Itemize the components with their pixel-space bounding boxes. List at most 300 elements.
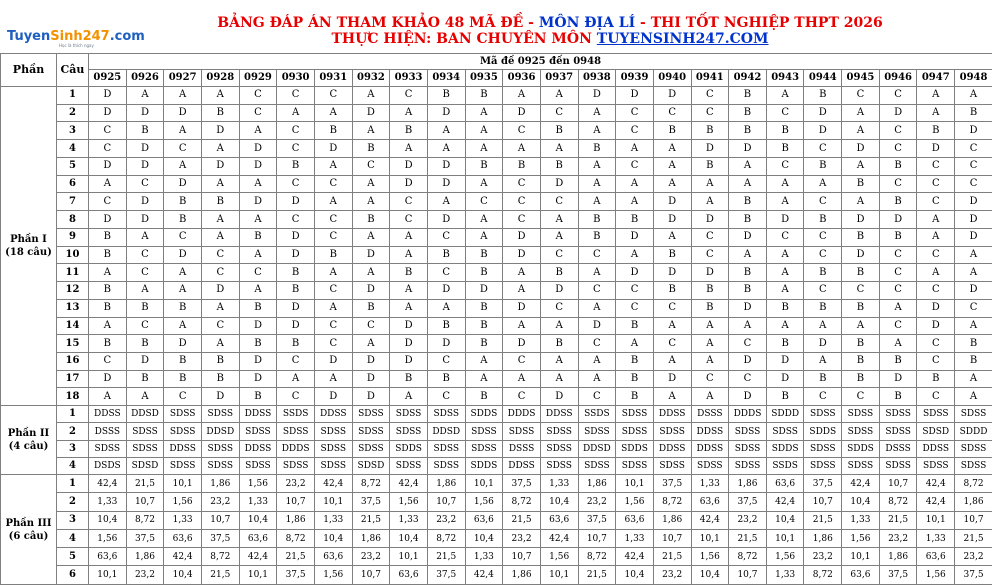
answer-cell: C [691,370,729,388]
answer-cell: A [766,175,804,193]
answer-cell: A [578,370,616,388]
answer-cell: D [729,140,767,158]
answer-cell: C [578,388,616,406]
answer-cell: 42,4 [917,493,955,511]
answer-cell: C [691,104,729,122]
exam-code-header: 0938 [578,70,616,87]
answer-cell: C [503,175,541,193]
answer-cell: 21,5 [955,529,992,547]
answer-cell: A [390,228,428,246]
table-row [1,211,992,229]
answer-cell: A [616,193,654,211]
answer-cell: D [277,299,315,317]
table-row [1,406,992,423]
question-number: 2 [57,423,89,440]
answer-cell: 21,5 [277,548,315,566]
answer-cell: B [503,157,541,175]
answer-cell: A [842,157,880,175]
answer-cell: A [766,193,804,211]
answer-cell: C [239,104,277,122]
answer-cell: B [164,353,202,371]
answer-cell: A [201,228,239,246]
answer-cell: C [917,175,955,193]
answer-cell: A [164,317,202,335]
answer-cell: A [691,388,729,406]
answer-cell: DDSS [89,406,127,423]
answer-cell: B [578,228,616,246]
answer-cell: D [540,282,578,300]
answer-cell: 63,6 [691,493,729,511]
answer-cell: B [126,299,164,317]
answer-cell: 21,5 [352,511,390,529]
answer-cell: 1,56 [691,548,729,566]
answer-cell: B [89,335,127,353]
answer-cell: D [164,335,202,353]
answer-cell: SDSS [842,423,880,440]
answer-cell: 42,4 [917,475,955,493]
answer-cell: 1,33 [164,511,202,529]
answer-cell: C [201,246,239,264]
answer-cell: SDSS [842,457,880,474]
answer-cell: D [729,299,767,317]
answer-cell: A [390,388,428,406]
answer-cell: A [917,104,955,122]
answer-cell: 63,6 [540,511,578,529]
answer-cell: B [729,104,767,122]
answer-cell: 23,2 [804,548,842,566]
table-row [1,193,992,211]
answer-cell: B [842,299,880,317]
answer-cell: 37,5 [277,566,315,585]
answer-cell: A [352,228,390,246]
exam-code-header: 0943 [766,70,804,87]
answer-cell: A [164,157,202,175]
answer-cell: 10,1 [540,566,578,585]
answer-cell: SDSS [314,423,352,440]
answer-cell: 10,1 [917,511,955,529]
answer-cell: C [879,282,917,300]
answer-cell: A [540,140,578,158]
answer-cell: D [277,246,315,264]
answer-cell: DDSS [503,457,541,474]
answer-cell: B [89,282,127,300]
answer-cell: A [653,353,691,371]
answer-cell: A [653,228,691,246]
exam-code-header: 0940 [653,70,691,87]
answer-cell: 63,6 [465,511,503,529]
answer-cell: 1,56 [465,493,503,511]
answer-cell: D [766,211,804,229]
answer-cell: D [390,317,428,335]
answer-cell: 8,72 [277,529,315,547]
answer-cell: D [164,104,202,122]
answer-cell: B [89,299,127,317]
answer-cell: C [804,246,842,264]
answer-cell: C [955,157,992,175]
answer-cell: 42,4 [691,511,729,529]
question-number: 3 [57,122,89,140]
answer-cell: A [955,264,992,282]
answer-cell: A [126,228,164,246]
answer-cell: 1,33 [239,493,277,511]
answer-cell: B [879,388,917,406]
answer-cell: D [503,335,541,353]
answer-cell: C [578,246,616,264]
answer-cell: SDSS [804,457,842,474]
answer-cell: SDSS [879,406,917,423]
answer-cell: C [89,140,127,158]
answer-cell: SDSS [427,457,465,474]
answer-cell: C [879,140,917,158]
answer-cell: 10,1 [766,529,804,547]
answer-cell: C [766,104,804,122]
question-number: 17 [57,370,89,388]
answer-cell: 10,7 [653,529,691,547]
answer-cell: 21,5 [201,566,239,585]
answer-cell: A [955,370,992,388]
answer-cell: D [126,104,164,122]
answer-cell: A [164,264,202,282]
answer-cell: 8,72 [955,475,992,493]
answer-cell: B [691,282,729,300]
answer-cell: B [616,353,654,371]
answer-cell: SDSS [540,457,578,474]
answer-cell: C [314,228,352,246]
answer-cell: 10,1 [314,493,352,511]
answer-cell: B [126,335,164,353]
answer-cell: 37,5 [879,566,917,585]
answer-cell: 63,6 [314,548,352,566]
answer-cell: C [540,299,578,317]
answer-cell: B [955,353,992,371]
answer-cell: 10,7 [955,511,992,529]
answer-cell: C [804,193,842,211]
question-number: 1 [57,475,89,493]
answer-cell: B [390,264,428,282]
answer-cell: D [352,370,390,388]
answer-cell: B [89,246,127,264]
question-number: 4 [57,140,89,158]
answer-cell: 37,5 [804,475,842,493]
answer-cell: D [691,264,729,282]
answer-cell: C [879,246,917,264]
answer-cell: SDSS [917,457,955,474]
answer-cell: A [691,175,729,193]
answer-cell: C [352,317,390,335]
answer-cell: C [277,140,315,158]
exam-code-header: 0929 [239,70,277,87]
answer-cell: 1,56 [540,548,578,566]
answer-cell: D [239,193,277,211]
answer-cell: A [201,175,239,193]
answer-cell: A [89,175,127,193]
answer-cell: SDSS [164,406,202,423]
answer-cell: A [503,264,541,282]
answer-cell: C [503,193,541,211]
table-row [1,140,992,158]
answer-cell: B [691,299,729,317]
answer-cell: B [766,122,804,140]
answer-cell: D [239,370,277,388]
answer-cell: 42,4 [89,475,127,493]
answer-cell: DDSD [578,440,616,457]
answer-cell: C [616,157,654,175]
answer-cell: SDSS [352,423,390,440]
answer-cell: A [653,175,691,193]
answer-cell: D [503,104,541,122]
question-number: 9 [57,228,89,246]
exam-code-header: 0935 [465,70,503,87]
answer-cell: B [465,157,503,175]
answer-cell: 37,5 [578,511,616,529]
answer-cell: A [390,282,428,300]
answer-cell: C [89,122,127,140]
answer-cell: 23,2 [879,529,917,547]
answer-cell: B [540,264,578,282]
answer-cell: 42,4 [465,566,503,585]
answer-cell: DSDS [89,457,127,474]
answer-cell: 1,33 [540,475,578,493]
answer-cell: 1,33 [390,511,428,529]
answer-cell: 8,72 [804,566,842,585]
answer-cell: SDDS [616,440,654,457]
answer-cell: B [314,246,352,264]
answer-cell: A [955,246,992,264]
answer-cell: B [766,388,804,406]
answer-cell: SDSS [390,423,428,440]
question-number: 15 [57,335,89,353]
answer-cell: D [729,228,767,246]
answer-cell: C [427,228,465,246]
answer-cell: C [842,282,880,300]
answer-cell: C [277,211,315,229]
answer-cell: C [766,228,804,246]
answer-cell: A [842,104,880,122]
answer-cell: SDSS [616,423,654,440]
answer-cell: A [842,193,880,211]
answer-cell: A [616,140,654,158]
answer-cell: D [917,317,955,335]
answer-cell: B [126,122,164,140]
answer-cell: A [89,388,127,406]
answer-cell: SDDS [842,440,880,457]
question-number: 14 [57,317,89,335]
exam-code-header: 0936 [503,70,541,87]
exam-code-header: 0926 [126,70,164,87]
answer-cell: B [239,335,277,353]
answer-cell: 21,5 [126,475,164,493]
answer-cell: B [465,87,503,105]
answer-cell: SDSS [314,440,352,457]
answer-cell: D [201,388,239,406]
answer-cell: 42,4 [164,548,202,566]
answer-cell: C [239,87,277,105]
answer-cell: C [89,353,127,371]
answer-cell: B [578,140,616,158]
table-row [1,299,992,317]
answer-cell: C [879,264,917,282]
answer-cell: DDSS [691,423,729,440]
answer-cell: SDDD [766,406,804,423]
answer-cell: B [239,228,277,246]
answer-cell: A [616,335,654,353]
answer-cell: SDSS [465,440,503,457]
answer-cell: 10,7 [277,493,315,511]
answer-cell: A [239,122,277,140]
answer-cell: C [691,87,729,105]
answer-cell: 10,4 [842,493,880,511]
answer-cell: 21,5 [503,511,541,529]
answer-cell: A [653,317,691,335]
table-row [1,475,992,493]
answer-cell: A [842,122,880,140]
answer-cell: D [653,370,691,388]
answer-cell: DDSD [427,423,465,440]
answer-cell: 10,4 [239,511,277,529]
answer-cell: A [314,104,352,122]
answer-cell: SDSS [540,440,578,457]
answer-cell: 10,4 [540,493,578,511]
answer-cell: 1,56 [314,566,352,585]
answer-cell: 10,7 [126,493,164,511]
answer-cell: D [239,317,277,335]
answer-cell: DSSS [879,440,917,457]
table-row [1,566,992,585]
answer-cell: D [164,175,202,193]
answer-cell: B [164,193,202,211]
answer-cell: A [427,122,465,140]
answer-cell: B [465,299,503,317]
answer-cell: C [503,353,541,371]
answer-cell: A [804,317,842,335]
answer-cell: D [390,353,428,371]
answer-cell: 1,33 [691,475,729,493]
answer-cell: 10,1 [164,475,202,493]
answer-cell: D [691,211,729,229]
answer-cell: A [164,87,202,105]
answer-cell: B [465,264,503,282]
answer-cell: A [465,122,503,140]
answer-cell: A [540,353,578,371]
answer-cell: D [729,353,767,371]
answer-cell: B [804,87,842,105]
answer-cell: C [729,335,767,353]
answer-cell: SDSS [164,457,202,474]
table-row [1,370,992,388]
question-number: 13 [57,299,89,317]
table-row [1,246,992,264]
answer-cell: SSDS [277,406,315,423]
answer-cell: C [616,282,654,300]
exam-code-header: 0927 [164,70,202,87]
answer-cell: B [427,246,465,264]
answer-cell: SDSD [917,423,955,440]
answer-cell: SDSS [126,423,164,440]
answer-cell: SDSS [729,457,767,474]
answer-cell: A [201,140,239,158]
answer-cell: D [390,335,428,353]
answer-cell: 63,6 [164,529,202,547]
answer-cell: A [616,175,654,193]
answer-cell: B [729,193,767,211]
answer-cell: D [201,282,239,300]
exam-code-header: 0937 [540,70,578,87]
answer-cell: DDSS [653,440,691,457]
answer-cell: B [917,370,955,388]
answer-cell: DDSS [540,406,578,423]
answer-cell: C [879,175,917,193]
answer-cell: 37,5 [201,529,239,547]
answer-cell: 1,33 [616,529,654,547]
answer-cell: 10,7 [352,566,390,585]
answer-cell: B [879,157,917,175]
answer-cell: C [540,246,578,264]
answer-cell: D [390,175,428,193]
question-number: 1 [57,87,89,105]
answer-cell: C [201,317,239,335]
answer-cell: B [540,157,578,175]
question-number: 6 [57,566,89,585]
answer-cell: C [917,193,955,211]
answer-cell: C [465,193,503,211]
answer-cell: D [616,87,654,105]
answer-cell: 21,5 [804,511,842,529]
answer-cell: B [766,140,804,158]
answer-cell: A [390,104,428,122]
table-row [1,175,992,193]
answer-cell: C [277,388,315,406]
answer-cell: D [503,228,541,246]
answer-cell: D [955,211,992,229]
question-number: 16 [57,353,89,371]
answer-cell: A [917,228,955,246]
answer-cell: B [352,211,390,229]
answer-cell: C [616,299,654,317]
answer-cell: A [503,317,541,335]
exam-code-header: 0928 [201,70,239,87]
answer-cell: 10,7 [804,493,842,511]
question-number: 10 [57,246,89,264]
answer-cell: SDSD [126,457,164,474]
answer-cell: A [653,157,691,175]
answer-cell: 37,5 [955,566,992,585]
answer-cell: A [578,104,616,122]
answer-cell: 63,6 [89,548,127,566]
answer-cell: D [352,104,390,122]
tuyensinh247-link[interactable]: TUYENSINH247.COM [596,31,769,47]
question-number: 12 [57,282,89,300]
answer-cell: SDSS [616,406,654,423]
answer-cell: 1,33 [842,511,880,529]
answer-cell: DSSS [691,406,729,423]
answer-cell: B [352,299,390,317]
answer-cell: SDSS [917,406,955,423]
answer-cell: D [89,104,127,122]
answer-cell: B [277,282,315,300]
answer-cell: A [917,211,955,229]
answer-cell: A [503,282,541,300]
answer-cell: 10,1 [691,529,729,547]
answer-cell: A [804,353,842,371]
answer-cell: 8,72 [352,475,390,493]
answer-cell: C [503,211,541,229]
answer-cell: 1,86 [879,548,917,566]
answer-cell: 1,33 [917,529,955,547]
answer-cell: 8,72 [578,548,616,566]
answer-cell: D [390,157,428,175]
answer-cell: D [89,87,127,105]
answer-cell: SDSS [955,440,992,457]
